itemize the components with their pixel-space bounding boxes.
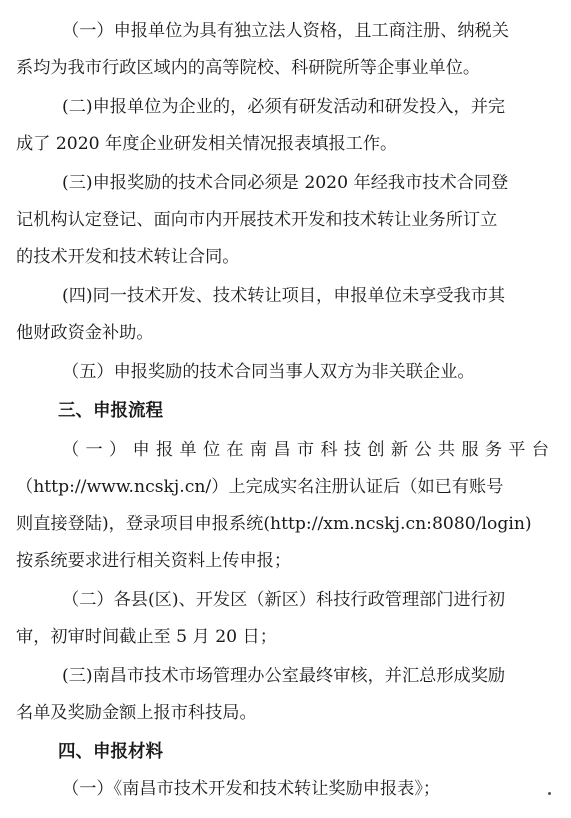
para2-line2: 成了 2020 年度企业研发相关情况报表填报工作。 <box>16 134 398 154</box>
section3-para2-line1: （二）各县(区)、开发区（新区）科技行政管理部门进行初 <box>62 590 506 610</box>
section3-para3-line1: (三)南昌市技术市场管理办公室最终审核，并汇总形成奖励 <box>62 666 506 686</box>
scan-speck <box>548 792 551 795</box>
para3-line1: (三)申报奖励的技术合同必须是 2020 年经我市技术合同登 <box>62 173 509 193</box>
para5-line1: （五）申报奖励的技术合同当事人双方为非关联企业。 <box>62 362 475 382</box>
section3-heading: 三、申报流程 <box>58 401 163 421</box>
section3-para3-line2: 名单及奖励金额上报市科技局。 <box>16 703 257 723</box>
para1-line1: （一）申报单位为具有独立法人资格，且工商注册、纳税关 <box>62 21 509 41</box>
section4-heading: 四、申报材料 <box>58 742 163 762</box>
section3-para1-line1: （一）申报单位在南昌市科技创新公共服务平台 <box>62 440 549 460</box>
para4-line1: (四)同一技术开发、技术转让项目，申报单位未享受我市其 <box>62 286 506 306</box>
para3-line2: 记机构认定登记、面向市内开展技术开发和技术转让业务所订立 <box>16 210 498 230</box>
section3-para1-line2: （http://www.ncskj.cn/）上完成实名注册认证后（如已有账号 <box>16 477 504 497</box>
section3-para1-line4: 按系统要求进行相关资料上传申报； <box>16 551 292 571</box>
section4-para1-line1: （一）《南昌市技术开发和技术转让奖励申报表》； <box>62 779 441 799</box>
para4-line2: 他财政资金补助。 <box>16 323 154 343</box>
para2-line1: (二)申报单位为企业的，必须有研发活动和研发投入，并完 <box>62 97 506 117</box>
para3-line3: 的技术开发和技术转让合同。 <box>16 247 240 267</box>
section3-para1-line3: 则直接登陆)，登录项目申报系统(http://xm.ncskj.cn:8080/login) <box>16 514 532 534</box>
para1-line2: 系均为我市行政区域内的高等院校、科研院所等企事业单位。 <box>16 58 481 78</box>
section3-para2-line2: 审，初审时间截止至 5 月 20 日； <box>16 627 277 647</box>
